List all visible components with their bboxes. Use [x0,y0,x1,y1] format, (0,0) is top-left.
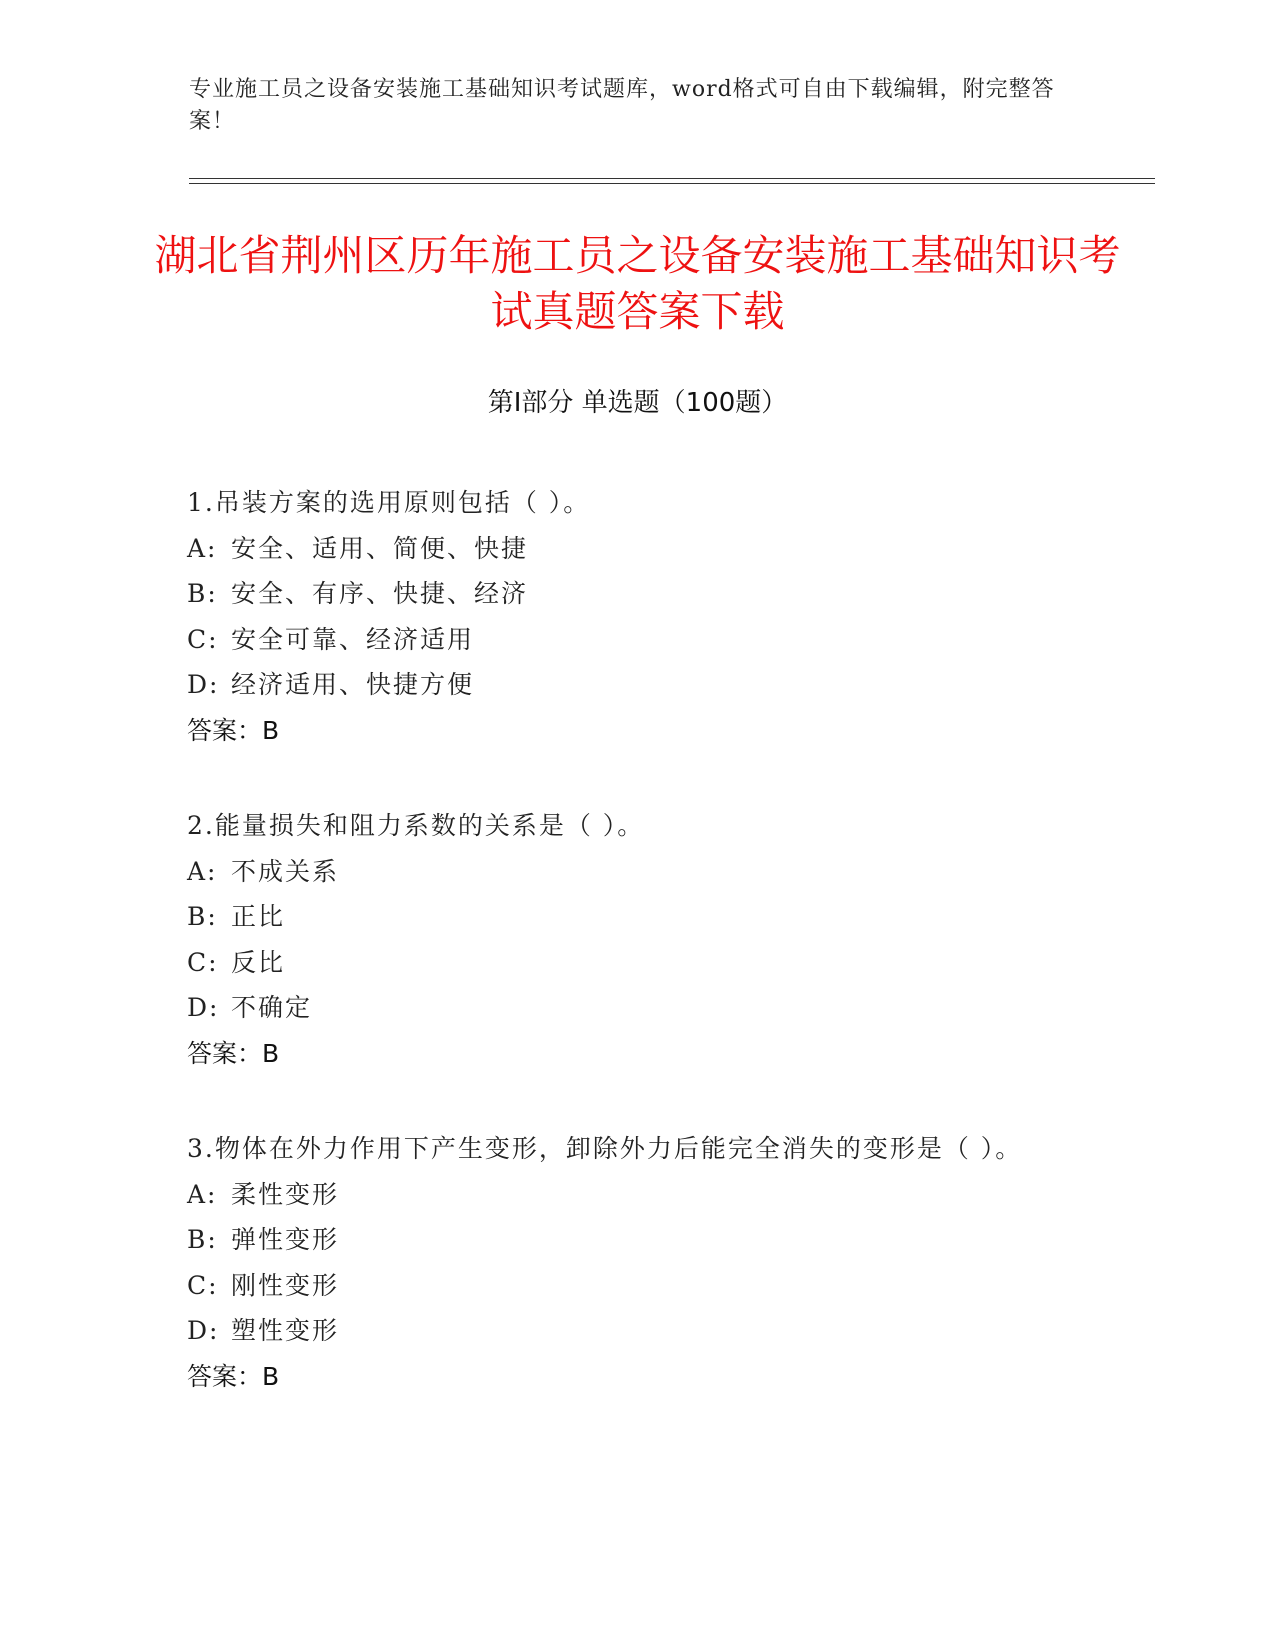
answer-line: 答案：B [187,1361,280,1391]
option-text: 弹性变形 [231,1225,340,1254]
option-text: 安全、适用、简便、快捷 [231,533,529,563]
option-text: 经济适用、快捷方便 [231,670,475,699]
option-c [187,940,1077,986]
option-key: B: [187,902,218,931]
option-text: 刚性变形 [231,1270,340,1300]
option-b [187,894,1077,940]
option-text: 正比 [231,902,286,931]
option-key: D: [187,670,220,699]
question-list [187,480,1077,1449]
option-key: A: [187,856,218,886]
header-divider-bottom [189,183,1155,184]
option-text: 柔性变形 [231,1179,340,1209]
question-1 [187,480,1077,753]
answer-line: 答案：B [187,715,280,745]
option-b [187,571,1077,617]
question-stem: 2.能量损失和阻力系数的关系是（ ）。 [187,811,645,840]
section-heading: 第Ⅰ部分 单选题（100题） [487,388,788,418]
option-d [187,1308,1077,1354]
option-a [187,1172,1077,1218]
option-text: 不确定 [231,993,313,1022]
answer-line: 答案：B [187,1038,280,1068]
option-key: C: [187,624,219,654]
option-a [187,526,1077,572]
question-3 [187,1126,1077,1399]
option-text: 安全、有序、快捷、经济 [231,579,529,608]
option-text: 塑性变形 [231,1316,340,1345]
option-text: 安全可靠、经济适用 [231,624,475,654]
question-stem: 1.吊装方案的选用原则包括（ ）。 [187,488,591,517]
option-key: D: [187,1316,220,1345]
option-key: A: [187,533,218,563]
option-d [187,985,1077,1031]
option-key: C: [187,1270,219,1300]
option-c [187,1263,1077,1309]
question-2 [187,803,1077,1076]
option-b [187,1217,1077,1263]
option-text: 反比 [231,947,286,977]
option-a [187,849,1077,895]
option-key: D: [187,993,220,1022]
question-stem: 3.物体在外力作用下产生变形，卸除外力后能完全消失的变形是（ ）。 [187,1134,1023,1163]
option-c [187,617,1077,663]
header-divider-top [189,178,1155,179]
option-key: B: [187,1225,218,1254]
option-d [187,662,1077,708]
option-key: B: [187,579,218,608]
option-key: A: [187,1179,218,1209]
option-text: 不成关系 [231,856,340,886]
document-title: 湖北省荆州区历年施工员之设备安装施工基础知识考试真题答案下载 [154,231,1121,336]
option-key: C: [187,947,219,977]
header-note: 专业施工员之设备安装施工基础知识考试题库，word格式可自由下载编辑，附完整答案！ [189,77,1055,134]
